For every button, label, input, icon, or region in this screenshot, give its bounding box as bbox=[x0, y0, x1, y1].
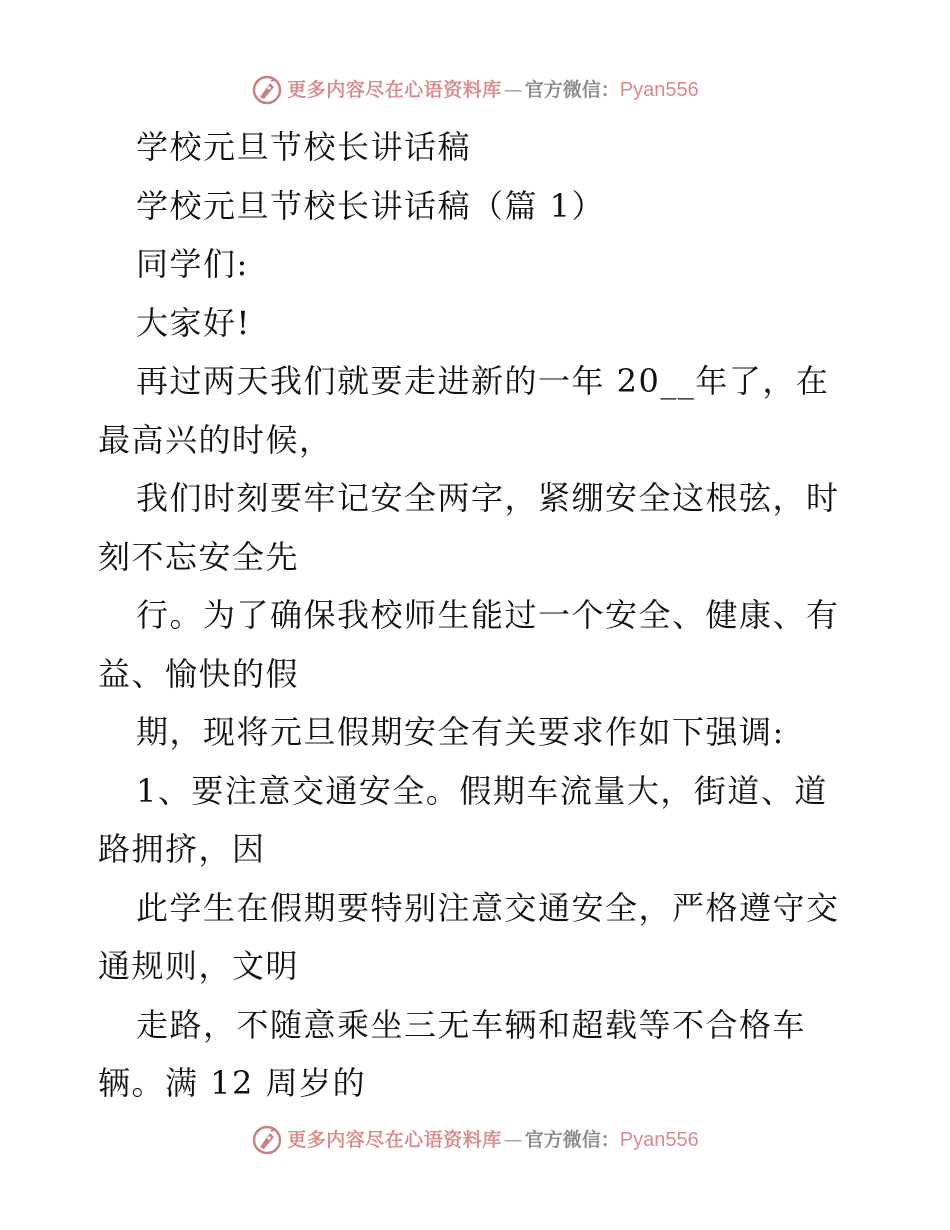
body-paragraph: 再过两天我们就要走进新的一年 20__年了，在 最高兴的时候， bbox=[98, 362, 830, 459]
banner-wechat-label: 官方微信： bbox=[524, 78, 620, 101]
body-paragraph: 我们时刻要牢记安全两字，紧绷安全这根弦，时 刻不忘安全先 bbox=[98, 479, 840, 576]
pen-nib-logo-icon bbox=[251, 74, 283, 106]
banner-wechat-label: 官方微信： bbox=[524, 1128, 620, 1151]
salutation: 同学们: bbox=[136, 245, 249, 283]
banner-text: 更多内容尽在心语资料库 bbox=[287, 1128, 502, 1151]
banner-wechat-id: Pyan556 bbox=[619, 79, 699, 101]
body-paragraph: 此学生在假期要特别注意交通安全，严格遵守交 通规则，文明 bbox=[98, 888, 840, 985]
body-paragraph: 走路，不随意乘坐三无车辆和超载等不合格车 辆。满 12 周岁的 bbox=[98, 1005, 807, 1102]
banner-text: 更多内容尽在心语资料库 bbox=[287, 78, 502, 101]
document-body bbox=[98, 118, 878, 1113]
banner-dash: — bbox=[503, 78, 523, 101]
doc-title: 学校元旦节校长讲话稿 bbox=[136, 128, 472, 166]
banner-dash: — bbox=[503, 1128, 523, 1151]
pen-nib-logo-icon bbox=[251, 1124, 283, 1156]
body-paragraph: 1、要注意交通安全。假期车流量大，街道、道 路拥挤，因 bbox=[98, 771, 828, 868]
greeting: 大家好! bbox=[136, 303, 251, 342]
section-heading: 学校元旦节校长讲话稿（篇 1） bbox=[136, 186, 606, 225]
body-paragraph: 行。为了确保我校师生能过一个安全、健康、有 益、愉快的假 bbox=[98, 596, 840, 693]
header-banner bbox=[0, 70, 950, 110]
banner-wechat-id: Pyan556 bbox=[619, 1129, 699, 1151]
footer-banner bbox=[0, 1120, 950, 1160]
body-paragraph: 期，现将元旦假期安全有关要求作如下强调: bbox=[136, 713, 785, 751]
